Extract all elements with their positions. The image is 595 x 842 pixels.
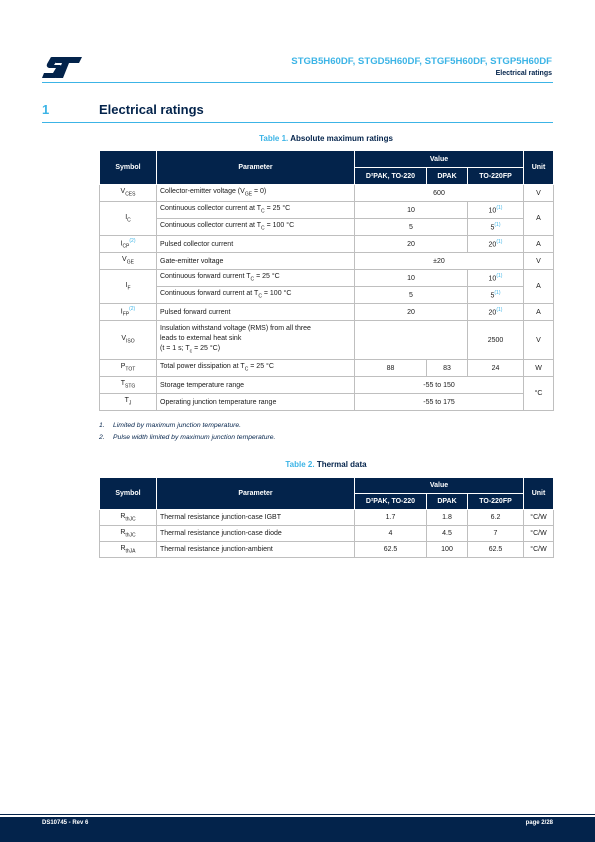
document-subtitle: Electrical ratings [495,70,552,77]
symbol-cell: $P_{TOT}$ [100,360,157,377]
value-cell: 1.8 [427,510,468,526]
parameter-cell: Operating junction temperature range [157,394,355,411]
table-row [100,253,554,270]
col-pkg-d2pak: D²PAK, TO-220 [355,494,427,510]
col-value: Value [355,478,524,494]
symbol-cell: $V_{ISO}$ [100,321,157,360]
parameter-cell: Thermal resistance junction-case IGBT [157,510,355,526]
value-cell: ±20 [355,253,524,270]
value-cell: 20$^{(1)}$ [468,236,524,253]
parameter-cell: Continuous collector current at $T_C = 100$ °C [157,219,355,236]
value-cell: 5$^{(1)}$ [468,219,524,236]
table-row [100,270,554,287]
col-pkg-dpak: DPAK [427,494,468,510]
symbol-cell: $I_{FP}^{(2)}$ [100,304,157,321]
table-row [100,185,554,202]
value-cell: -55 to 175 [355,394,524,411]
col-symbol: Symbol [100,478,157,510]
value-cell: 5 [355,287,468,304]
value-cell: 7 [468,526,524,542]
symbol-cell: $V_{GE}$ [100,253,157,270]
col-value: Value [355,151,524,168]
table-row [100,526,554,542]
footer-divider [0,815,595,817]
table-row [100,510,554,526]
symbol-cell: $R_{thJC}$ [100,526,157,542]
absolute-max-ratings-table [99,150,554,411]
table-row [100,394,554,411]
unit-cell: A [524,202,554,236]
col-unit: Unit [524,151,554,185]
section-divider [42,122,553,123]
parameter-cell: Storage temperature range [157,377,355,394]
parameter-cell: Collector-emitter voltage $(V_{GE} = 0)$ [157,185,355,202]
symbol-cell: $I_F$ [100,270,157,304]
value-cell: 10 [355,202,468,219]
thermal-data-table [99,477,554,558]
footnote: 2. Pulse width limited by maximum junction temperature. [99,434,276,441]
section-title: Electrical ratings [99,102,204,117]
unit-cell: V [524,253,554,270]
table1-caption [99,134,553,143]
section-number: 1 [42,102,50,117]
unit-cell: °C [524,377,554,411]
col-pkg-to220fp: TO-220FP [468,494,524,510]
table-row [100,202,554,219]
value-cell: 10 [355,270,468,287]
symbol-cell: $T_{STG}$ [100,377,157,394]
col-unit: Unit [524,478,554,510]
symbol-cell: $R_{thJA}$ [100,542,157,558]
parameter-cell: Continuous collector current at $T_C = 25$ °C [157,202,355,219]
table2-caption-label: Table 2. [285,460,315,469]
footnote: 1. Limited by maximum junction temperature. [99,422,242,429]
table2-caption [99,460,553,469]
st-logo [42,54,84,80]
value-cell: 10$^{(1)}$ [468,270,524,287]
value-cell: 62.5 [468,542,524,558]
unit-cell: °C/W [524,526,554,542]
header-divider [42,82,553,83]
footer-bar [0,814,595,842]
unit-cell: A [524,304,554,321]
unit-cell: V [524,185,554,202]
table-row [100,304,554,321]
table2-caption-text: Thermal data [316,460,367,469]
unit-cell: W [524,360,554,377]
parameter-cell: Pulsed forward current [157,304,355,321]
value-cell [355,321,468,360]
document-title: STGB5H60DF, STGD5H60DF, STGF5H60DF, STGP5H60DF [291,56,552,67]
value-cell: 62.5 [355,542,427,558]
symbol-cell: $V_{CES}$ [100,185,157,202]
value-cell: 2500 [468,321,524,360]
value-cell: 600 [355,185,524,202]
value-cell: 83 [427,360,468,377]
table1-caption-text: Absolute maximum ratings [290,134,393,143]
value-cell: 88 [355,360,427,377]
unit-cell: A [524,270,554,304]
value-cell: 20 [355,236,468,253]
col-parameter: Parameter [157,151,355,185]
symbol-cell: $I_C$ [100,202,157,236]
symbol-cell: $R_{thJC}$ [100,510,157,526]
symbol-cell: $T_J$ [100,394,157,411]
table1-footnotes [99,420,275,444]
table-row [100,377,554,394]
table-row [100,219,554,236]
value-cell: 24 [468,360,524,377]
table-row [100,542,554,558]
unit-cell: A [524,236,554,253]
parameter-cell: Insulation withstand voltage (RMS) from all three leads to external heat sink (t = 1 s; $T_c = 25$ °C) [157,321,355,360]
value-cell: 1.7 [355,510,427,526]
value-cell: 4 [355,526,427,542]
parameter-cell: Gate-emitter voltage [157,253,355,270]
value-cell: 100 [427,542,468,558]
page-number: page 2/28 [525,820,553,826]
parameter-cell: Thermal resistance junction-ambient [157,542,355,558]
parameter-cell: Continuous forward current at $T_C = 100$ °C [157,287,355,304]
parameter-cell: Continuous forward current $T_C = 25$ °C [157,270,355,287]
value-cell: 5$^{(1)}$ [468,287,524,304]
value-cell: 4.5 [427,526,468,542]
symbol-cell: $I_{CP}^{(2)}$ [100,236,157,253]
unit-cell: °C/W [524,510,554,526]
col-pkg-d2pak: D²PAK, TO-220 [355,168,427,185]
table-row [100,321,554,360]
unit-cell: V [524,321,554,360]
col-parameter: Parameter [157,478,355,510]
value-cell: 20 [355,304,468,321]
value-cell: 5 [355,219,468,236]
table1-caption-label: Table 1. [259,134,289,143]
value-cell: 6.2 [468,510,524,526]
table-row [100,236,554,253]
value-cell: 10$^{(1)}$ [468,202,524,219]
col-pkg-dpak: DPAK [427,168,468,185]
parameter-cell: Pulsed collector current [157,236,355,253]
unit-cell: °C/W [524,542,554,558]
table-row [100,287,554,304]
document-revision: DS10745 - Rev 6 [42,820,89,826]
col-pkg-to220fp: TO-220FP [468,168,524,185]
table-row [100,360,554,377]
parameter-cell: Total power dissipation at $T_C = 25$ °C [157,360,355,377]
value-cell: 20$^{(1)}$ [468,304,524,321]
value-cell: -55 to 150 [355,377,524,394]
parameter-cell: Thermal resistance junction-case diode [157,526,355,542]
col-symbol: Symbol [100,151,157,185]
